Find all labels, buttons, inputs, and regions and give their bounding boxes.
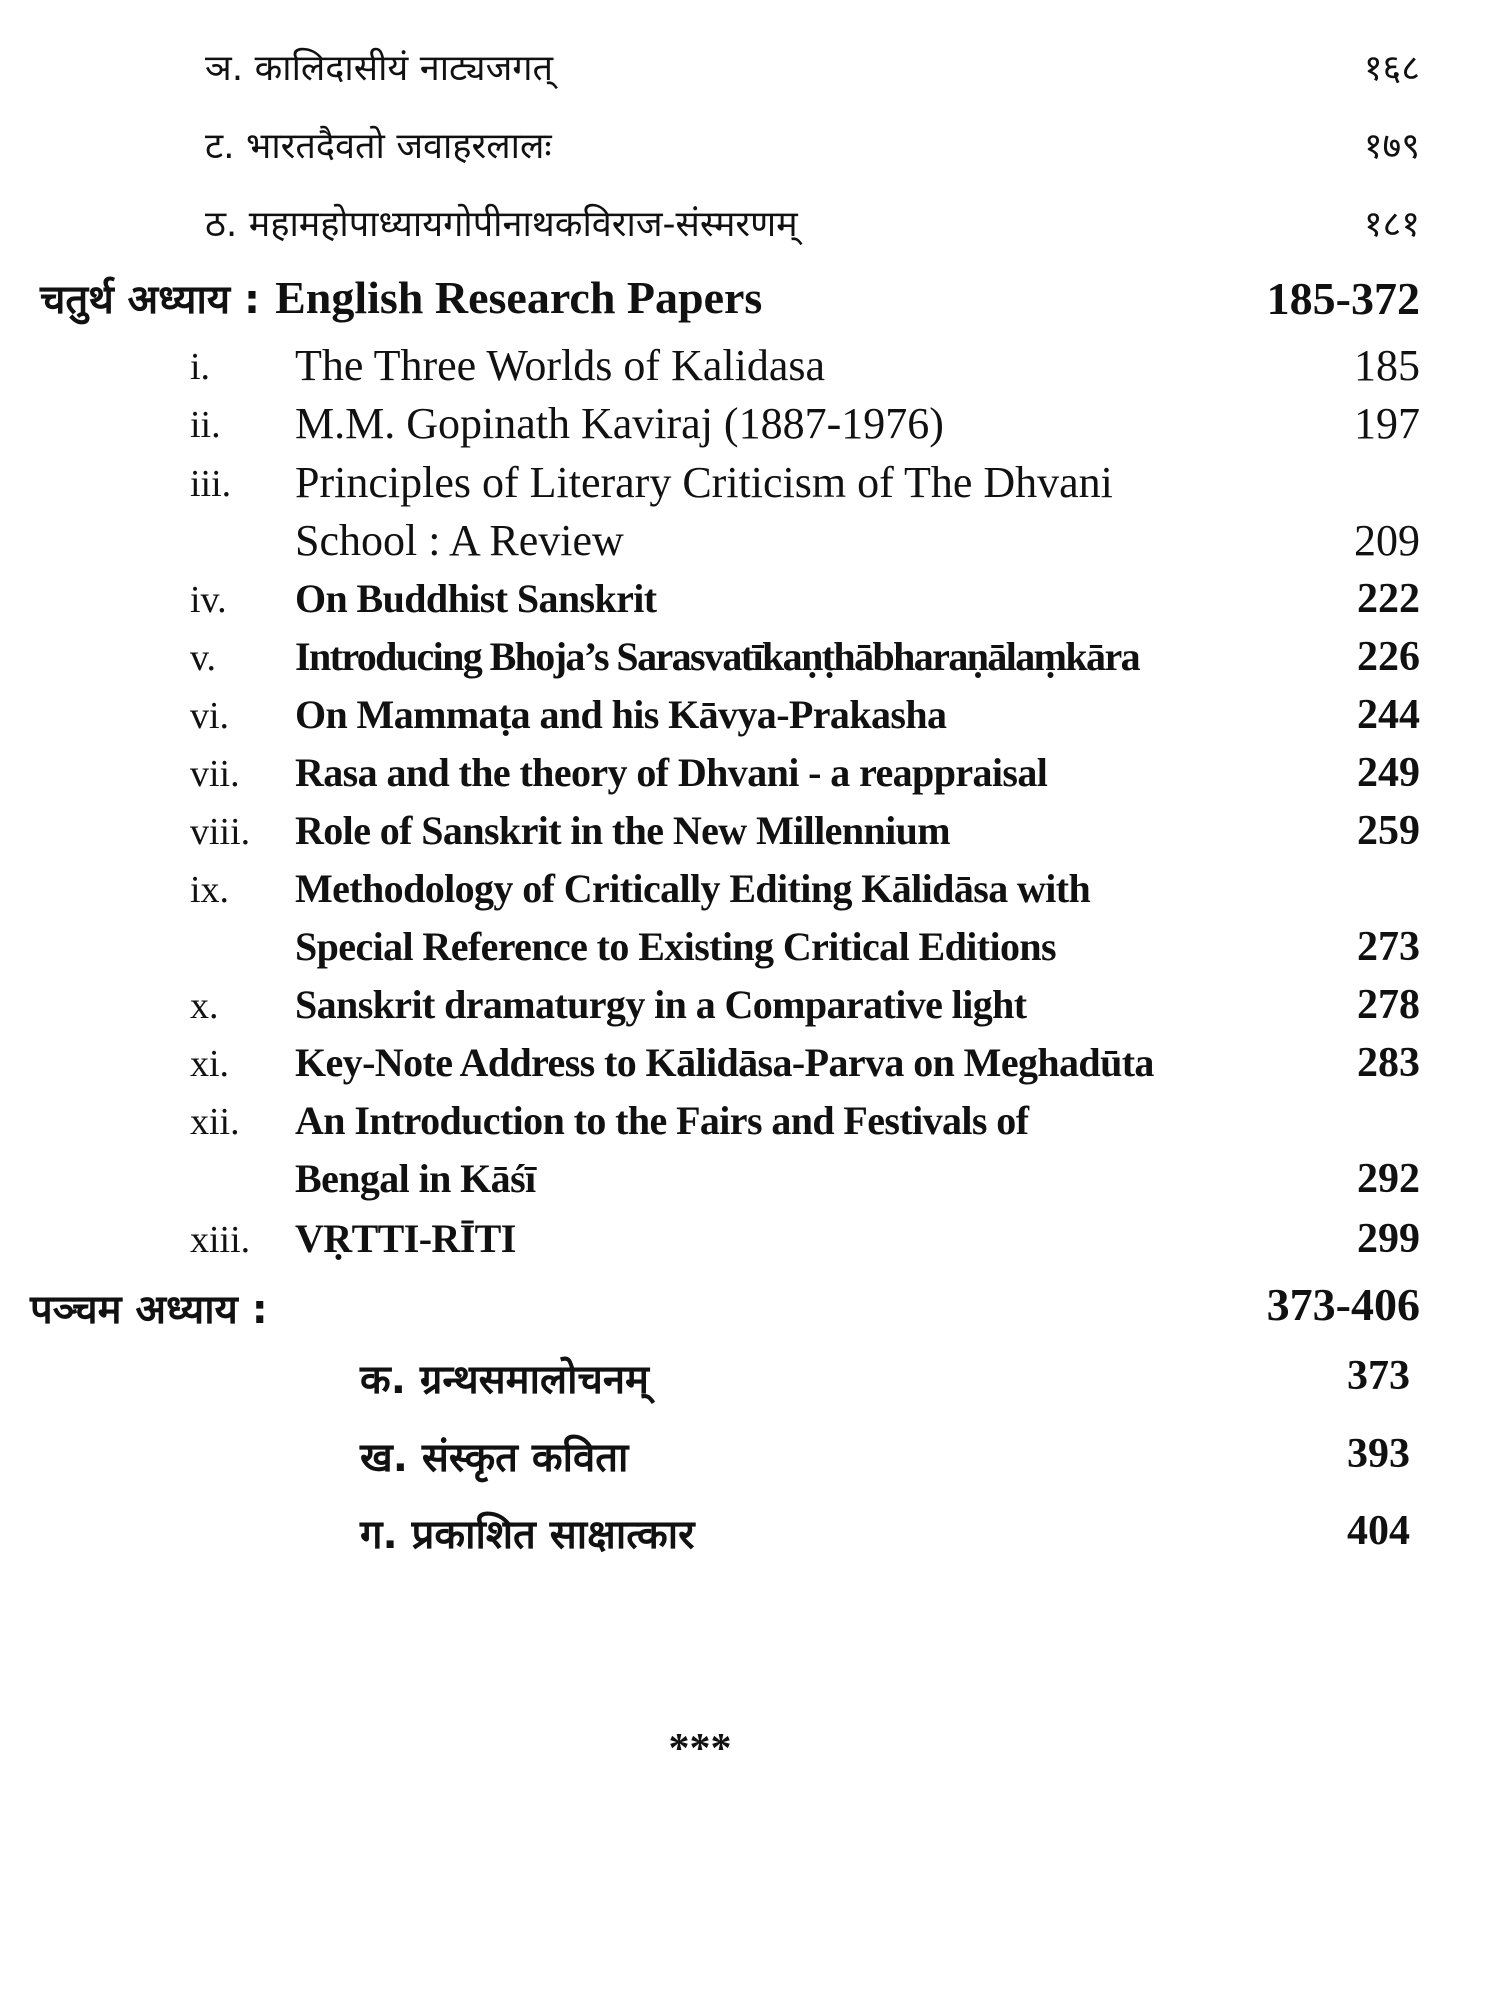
item-number: x. — [190, 985, 219, 1027]
item-number: i. — [190, 346, 211, 388]
item-page: 185 — [1354, 341, 1420, 390]
item-title: Rasa and the theory of Dhvani - a reappraisal — [295, 750, 1048, 795]
item-number: v. — [190, 637, 217, 679]
item-title-continued: Bengal in Kāśī — [295, 1156, 536, 1201]
item-number: vii. — [190, 753, 240, 795]
toc-entry-label: ग. प्रकाशित साक्षात्कार — [360, 1512, 695, 1558]
toc-entry-page: १८१ — [1363, 204, 1420, 245]
item-title: Principles of Literary Criticism of The Dhvani — [295, 458, 1113, 507]
item-number: xi. — [190, 1043, 230, 1085]
item-title: An Introduction to the Fairs and Festivals of — [295, 1098, 1029, 1143]
item-title: On Mammaṭa and his Kāvya-Prakasha — [295, 692, 947, 737]
item-page: 197 — [1354, 399, 1420, 448]
item-page: 283 — [1357, 1040, 1420, 1086]
item-title: Sanskrit dramaturgy in a Comparative light — [295, 982, 1027, 1027]
toc-entry-label: ञ. कालिदासीयं नाट्यजगत् — [205, 48, 554, 89]
item-page: 244 — [1357, 692, 1420, 738]
item-title: VṚTTI-RĪTI — [295, 1216, 516, 1261]
item-page: 222 — [1357, 576, 1420, 622]
end-mark: *** — [668, 1726, 732, 1772]
item-number: ii. — [190, 404, 221, 446]
toc-entry-label: ट. भारतदैवतो जवाहरलालः — [205, 126, 552, 167]
item-page: 299 — [1357, 1216, 1420, 1262]
item-page: 292 — [1357, 1156, 1420, 1202]
toc-entry-page: 393 — [1347, 1431, 1410, 1477]
chapter-page-range: 185-372 — [1266, 273, 1420, 324]
item-number: xii. — [190, 1101, 240, 1143]
chapter-page-range: 373-406 — [1266, 1279, 1420, 1330]
toc-entry-label: ठ. महामहोपाध्यायगोपीनाथकविराज-संस्मरणम् — [205, 204, 798, 245]
item-title: The Three Worlds of Kalidasa — [295, 341, 825, 390]
item-title: Methodology of Critically Editing Kālidāsa with — [295, 866, 1091, 911]
toc-entry-page: 404 — [1347, 1508, 1410, 1554]
item-number: vi. — [190, 695, 230, 737]
item-title: Key-Note Address to Kālidāsa-Parva on Meghadūta — [295, 1040, 1154, 1085]
item-page: 273 — [1357, 924, 1420, 970]
item-number: iv. — [190, 579, 227, 621]
item-title: Role of Sanskrit in the New Millennium — [295, 808, 950, 853]
item-number: iii. — [190, 463, 232, 505]
item-title: M.M. Gopinath Kaviraj (1887-1976) — [295, 399, 944, 448]
chapter-title-devanagari: चतुर्थ अध्याय : — [40, 277, 260, 323]
item-title: Introducing Bhoja’s Sarasvatīkaṇṭhābharaṇālaṃkāra — [295, 634, 1140, 679]
chapter-title-english: English Research Papers — [275, 272, 763, 323]
item-page: 226 — [1357, 634, 1420, 680]
item-title-continued: Special Reference to Existing Critical Editions — [295, 924, 1056, 969]
item-number: viii. — [190, 811, 251, 853]
toc-entry-page: १६८ — [1363, 48, 1420, 89]
item-number: ix. — [190, 869, 230, 911]
toc-entry-label: ख. संस्कृत कविता — [360, 1435, 629, 1481]
item-title: On Buddhist Sanskrit — [295, 576, 657, 621]
item-page: 259 — [1357, 808, 1420, 854]
item-page: 209 — [1354, 516, 1420, 565]
chapter-title-devanagari: पञ्चम अध्याय : — [30, 1287, 268, 1333]
item-number: xiii. — [190, 1219, 251, 1261]
toc-entry-page: 373 — [1347, 1353, 1410, 1399]
item-page: 278 — [1357, 982, 1420, 1028]
item-page: 249 — [1357, 750, 1420, 796]
toc-entry-page: १७९ — [1363, 126, 1420, 167]
item-title-continued: School : A Review — [295, 516, 624, 565]
chapter-heading — [40, 270, 762, 325]
toc-entry-label: क. ग्रन्थसमालोचनम् — [360, 1357, 649, 1403]
